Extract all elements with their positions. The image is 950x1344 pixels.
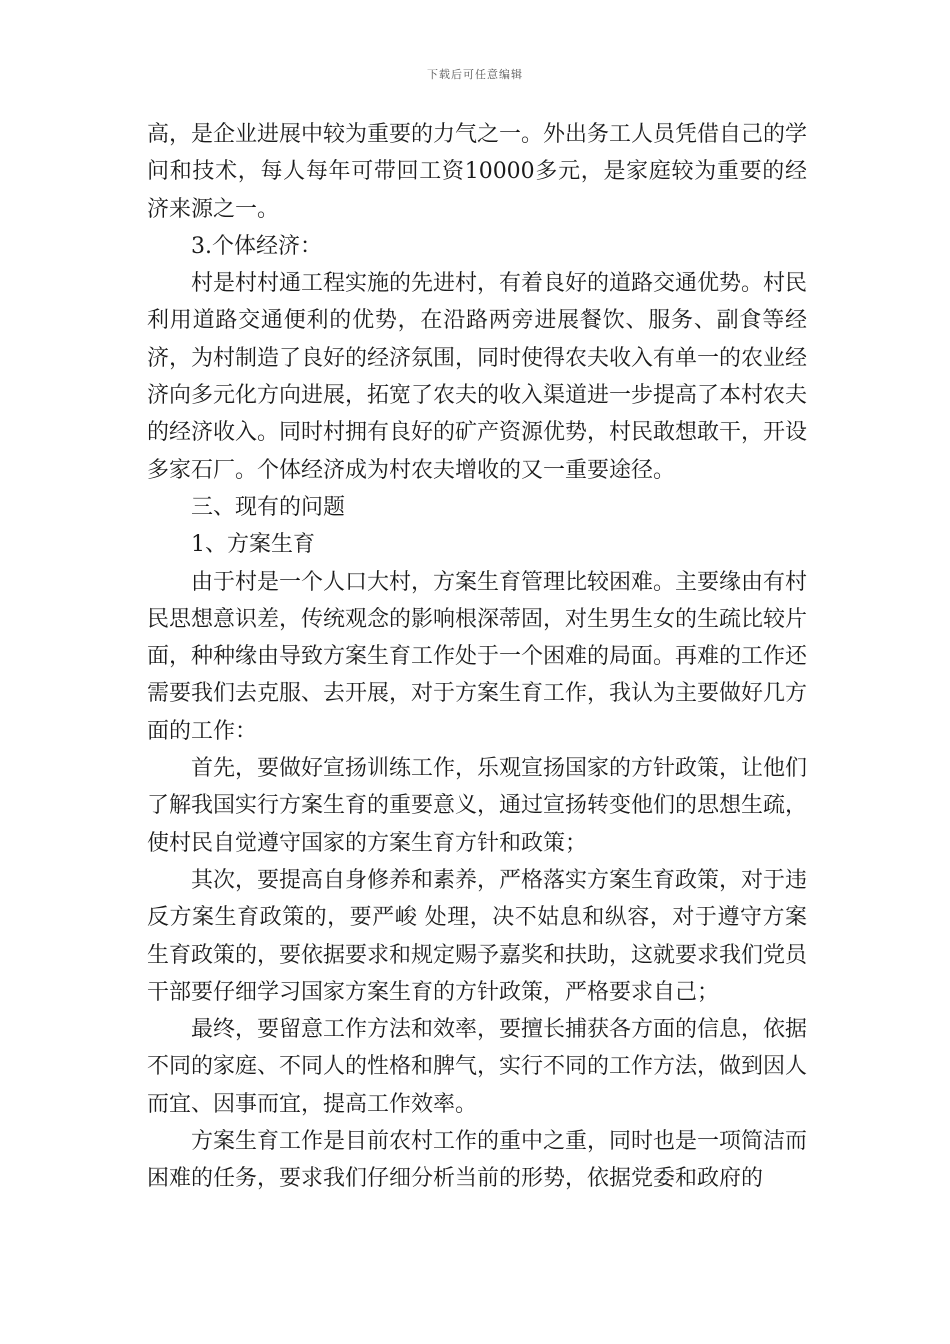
paragraph: 由于村是一个人口大村，方案生育管理比较困难。主要缘由有村民思想意识差，传统观念的影响根深蒂固，对生男生女的生疏比较片面，种种缘由导致方案生育工作处于一个困难的局面。再难的工作还需要我们去克服、去开展，对于方案生育工作，我认为主要做好几方面的工作： — [147, 569, 808, 744]
page-header-note: 下载后可任意编辑 — [427, 68, 523, 81]
section-subheading: 3.个体经济： — [191, 233, 322, 259]
paragraph: 最终，要留意工作方法和效率，要擅长捕获各方面的信息，依据不同的家庭、不同人的性格和脾气，实行不同的工作方法，做到因人而宜、因事而宜，提高工作效率。 — [147, 1017, 808, 1117]
section-heading: 三、现有的问题 — [191, 494, 346, 520]
paragraph: 首先，要做好宣扬训练工作，乐观宣扬国家的方针政策，让他们了解我国实行方案生育的重要意义，通过宣扬转变他们的思想生疏，使村民自觉遵守国家的方案生育方针和政策； — [147, 756, 808, 856]
paragraph: 其次，要提高自身修养和素养，严格落实方案生育政策，对于违反方案生育政策的，要严峻 处理，决不姑息和纵容，对于遵守方案生育政策的，要依据要求和规定赐予嘉奖和扶助，这就要求我们党员干部要仔细学习国家方案生育的方针政策，严格要求自己； — [147, 867, 808, 1005]
paragraph: 高，是企业进展中较为重要的力气之一。外出务工人员凭借自己的学问和技术，每人每年可带回工资10000多元，是家庭较为重要的经济来源之一。 — [147, 122, 808, 222]
document-body — [147, 116, 807, 1198]
section-subheading: 1、方案生育 — [191, 532, 315, 558]
paragraph: 村是村村通工程实施的先进村，有着良好的道路交通优势。村民利用道路交通便利的优势，在沿路两旁进展餐饮、服务、副食等经济，为村制造了良好的经济氛围，同时使得农夫收入有单一的农业经济向多元化方向进展，拓宽了农夫的收入渠道进一步提高了本村农夫的经济收入。同时村拥有良好的矿产资源优势，村民敢想敢干，开设多家石厂。个体经济成为村农夫增收的又一重要途径。 — [147, 271, 808, 483]
paragraph: 方案生育工作是目前农村工作的重中之重，同时也是一项简洁而困难的任务，要求我们仔细分析当前的形势，依据党委和政府的 — [147, 1129, 808, 1192]
